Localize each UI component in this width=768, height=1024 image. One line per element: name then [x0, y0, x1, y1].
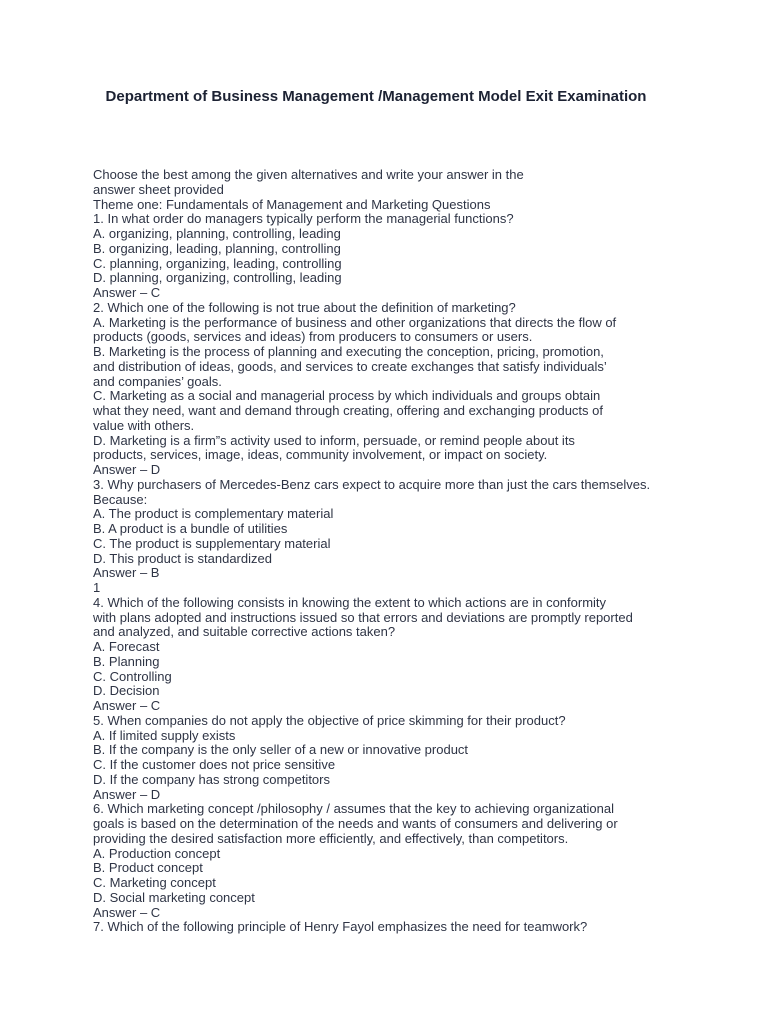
- text-line: Answer – B: [93, 565, 160, 581]
- text-line: Theme one: Fundamentals of Management and Marketing Questions: [93, 196, 491, 212]
- text-line: C. The product is supplementary material: [93, 535, 331, 551]
- text-line: B. Product concept: [93, 860, 203, 876]
- text-line: C. Marketing concept: [93, 875, 216, 890]
- text-line: 4. Which of the following consists in knowing the extent to which actions are in conformity: [93, 594, 607, 610]
- text-line: Answer – C: [93, 904, 161, 920]
- text-line: C. Marketing as a social and managerial process by which individuals and groups obtain: [93, 388, 601, 404]
- text-line: products (goods, services and ideas) from producers to consumers or users.: [93, 329, 533, 345]
- text-line: 1. In what order do managers typically perform the managerial functions?: [93, 211, 514, 227]
- text-line: D. planning, organizing, controlling, leading: [93, 270, 342, 286]
- text-line: A. The product is complementary material: [93, 506, 334, 522]
- text-line: Because:: [93, 491, 148, 507]
- text-line: C. planning, organizing, leading, controlling: [93, 255, 342, 271]
- document-body: [93, 168, 753, 935]
- text-line: B. organizing, leading, planning, controlling: [93, 240, 341, 256]
- text-line: A. Production concept: [93, 845, 221, 861]
- text-line: C. Controlling: [93, 668, 172, 684]
- text-line: A. Forecast: [93, 639, 160, 654]
- text-line: and distribution of ideas, goods, and services to create exchanges that satisfy individuals’: [93, 358, 607, 374]
- text-line: Answer – C: [93, 285, 161, 300]
- text-line: B. A product is a bundle of utilities: [93, 521, 288, 536]
- text-line: and analyzed, and suitable corrective actions taken?: [93, 624, 396, 640]
- text-line: D. Decision: [93, 683, 160, 699]
- text-line: value with others.: [93, 417, 195, 433]
- text-line: Answer – C: [93, 698, 161, 713]
- text-line: with plans adopted and instructions issued so that errors and deviations are promptly reported: [93, 609, 633, 625]
- text-line: B. Planning: [93, 653, 160, 669]
- text-line: what they need, want and demand through creating, offering and exchanging products of: [93, 403, 604, 418]
- text-line: 2. Which one of the following is not true about the definition of marketing?: [93, 299, 516, 315]
- text-line: answer sheet provided: [93, 181, 224, 197]
- text-line: products, services, image, ideas, community involvement, or impact on society.: [93, 447, 548, 463]
- text-line: D. Social marketing concept: [93, 889, 255, 905]
- text-line: A. Marketing is the performance of business and other organizations that directs the flow of: [93, 314, 617, 330]
- text-line: 6. Which marketing concept /philosophy / assumes that the key to achieving organizational: [93, 801, 615, 817]
- text-line: C. If the customer does not price sensitive: [93, 757, 336, 772]
- text-line: Choose the best among the given alternatives and write your answer in the: [93, 167, 524, 182]
- text-line: D. This product is standardized: [93, 550, 272, 566]
- text-line: 7. Which of the following principle of Henry Fayol emphasizes the need for teamwork?: [93, 919, 588, 935]
- text-line: Answer – D: [93, 462, 161, 477]
- text-line: 1: [93, 580, 101, 595]
- text-line: 3. Why purchasers of Mercedes-Benz cars expect to acquire more than just the cars themselves.: [93, 476, 651, 492]
- text-line: D. If the company has strong competitors: [93, 771, 330, 787]
- text-line: D. Marketing is a firm”s activity used to inform, persuade, or remind people about its: [93, 432, 575, 448]
- text-line: and companies’ goals.: [93, 373, 222, 389]
- text-line: B. If the company is the only seller of a new or innovative product: [93, 742, 469, 758]
- text-line: providing the desired satisfaction more efficiently, and effectively, than competitors.: [93, 830, 569, 846]
- document-title: Department of Business Management /Management Model Exit Examination: [105, 88, 647, 105]
- text-line: 5. When companies do not apply the objective of price skimming for their product?: [93, 712, 566, 728]
- text-line: goals is based on the determination of the needs and wants of consumers and delivering or: [93, 816, 618, 831]
- text-line: B. Marketing is the process of planning and executing the conception, pricing, promotion,: [93, 344, 604, 359]
- text-line: A. organizing, planning, controlling, leading: [93, 226, 341, 241]
- text-line: Answer – D: [93, 786, 161, 802]
- text-line: A. If limited supply exists: [93, 727, 236, 743]
